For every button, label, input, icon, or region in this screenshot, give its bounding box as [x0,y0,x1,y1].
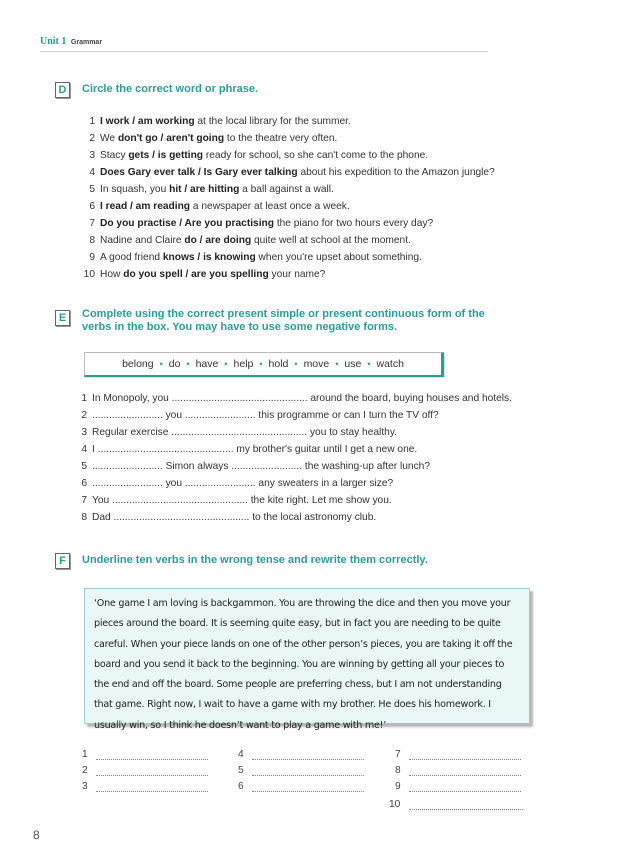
exercise-d-item[interactable]: 9 A good friend knows / is knowing when you're upset about something. [89,252,422,263]
gap-sentence[interactable]: I ................................................ my brother's guitar until I get a new one. [92,444,418,455]
page-number: 8 [33,828,40,842]
exercise-e-item[interactable]: 2 ......................... you ......................... this programme or can I turn the TV off? [81,410,439,421]
answer-line[interactable]: 5 [238,763,364,779]
word: belong [122,358,154,370]
answer-line[interactable]: 3 [82,779,208,795]
word: hold [268,358,289,370]
word: help [233,358,254,370]
section-label: Grammar [70,39,103,46]
bullet-icon: • [259,359,263,369]
exercise-d-letter: D [55,82,70,98]
exercise-e-item[interactable]: 1 In Monopoly, you ................................................ around the board, buying houses and hotels. [81,393,512,404]
bullet-icon: • [367,359,371,369]
exercise-d-item[interactable]: 1 I work / am working at the local library for the summer. [89,116,351,127]
answer-blank[interactable] [409,749,521,760]
gap-sentence[interactable]: ......................... you ......................... any sweaters in a larger size? [92,478,394,489]
gap-sentence[interactable]: ......................... you ......................... this programme or can I turn the TV off? [92,410,439,421]
gap-sentence[interactable]: You ................................................ the kite right. Let me show you. [92,495,392,506]
exercise-e-item[interactable]: 5 ......................... Simon always ......................... the washing-up after lunch? [81,461,431,472]
answer-blank[interactable] [409,765,521,776]
exercise-d-item[interactable]: 7 Do you practise / Are you practising the piano for two hours every day? [89,218,434,229]
bullet-icon: • [224,359,228,369]
exercise-d-item[interactable]: 2 We don't go / aren't going to the theatre very often. [89,133,338,144]
word: move [303,358,330,370]
choice-phrase[interactable]: do you spell / are you spelling [123,269,269,280]
choice-phrase[interactable]: Does Gary ever talk / Is Gary ever talking [100,167,298,178]
answer-blank[interactable] [252,765,364,776]
answer-blank[interactable] [252,749,364,760]
exercise-e-heading [55,308,485,334]
answer-line[interactable]: 9 [395,779,521,795]
answer-blank[interactable] [96,781,208,792]
exercise-d-list [78,113,495,283]
choice-phrase[interactable]: Do you practise / Are you practising [100,218,274,229]
exercise-e-item[interactable]: 6 ......................... you ......................... any sweaters in a larger size? [81,478,394,489]
exercise-d-instruction: Circle the correct word or phrase. [82,83,259,95]
answer-blank[interactable] [409,799,523,810]
exercise-d-item[interactable]: 6 I read / am reading a newspaper at least once a week. [89,201,350,212]
exercise-d-item[interactable]: 10 How do you spell / are you spelling your name? [83,269,326,280]
page-header [40,36,488,52]
word: do [168,358,181,370]
choice-phrase[interactable]: I work / am working [100,116,195,127]
bullet-icon: • [294,359,298,369]
exercise-e-instruction: Complete using the correct present simple or present continuous form of the verbs in the box. You may have to use some negative forms. [82,308,485,333]
gap-sentence[interactable]: In Monopoly, you ................................................ around the board, buying houses and hotels. [92,393,512,404]
answer-blank[interactable] [96,749,208,760]
gap-sentence[interactable]: ......................... Simon always ......................... the washing-up after lunch? [92,461,431,472]
exercise-e-item[interactable]: 4 I ................................................ my brother's guitar until I get a new one. [81,444,418,455]
exercise-d-item[interactable]: 5 In squash, you hit / are hitting a ball against a wall. [89,184,334,195]
exercise-f-letter: F [55,553,70,569]
choice-phrase[interactable]: I read / am reading [100,201,191,212]
choice-phrase[interactable]: gets / is getting [128,150,204,161]
bullet-icon: • [159,359,163,369]
answer-blank[interactable] [409,781,521,792]
choice-phrase[interactable]: knows / is knowing [162,252,256,263]
choice-phrase[interactable]: hit / are hitting [169,184,240,195]
reading-passage: ‘One game I am loving is backgammon. You are throwing the dice and then you move your pieces around the board. It is seeming quite easy, but in fact you are needing to be quite careful. When your piece lands on one of the other person’s pieces, you are taking it off the board and you send it back to the beginning. You are winning by getting all your pieces to the end and off the board. Some people are preferring chess, but I am not understanding that game. Right now, I wait to have a game with my brother. He does his homework. I usually win, so I think he doesn’t want to play a game with me!’ [84,588,530,724]
exercise-e-item[interactable]: 3 Regular exercise ................................................ you to stay healthy. [81,427,397,438]
bullet-icon: • [186,359,190,369]
gap-sentence[interactable]: Regular exercise ................................................ you to stay healthy. [92,427,397,438]
unit-label: Unit 1 [40,36,67,47]
answer-blank[interactable] [96,765,208,776]
answer-line[interactable]: 1 [82,747,208,763]
answer-line[interactable]: 8 [395,763,521,779]
word-box [84,352,444,377]
exercise-d-item[interactable]: 8 Nadine and Claire do / are doing quite well at school at the moment. [89,235,411,246]
word: watch [376,358,404,370]
answer-line[interactable]: 4 [238,747,364,763]
exercise-e-item[interactable]: 7 You ................................................ the kite right. Let me show you. [81,495,392,506]
answer-line[interactable]: 7 [395,747,521,763]
exercise-d-item[interactable]: 3 Stacy gets / is getting ready for school, so she can't come to the phone. [89,150,429,161]
word: use [344,358,362,370]
exercise-f-instruction: Underline ten verbs in the wrong tense and rewrite them correctly. [82,554,428,566]
exercise-f-heading [55,553,428,569]
answer-line[interactable]: 6 [238,779,364,795]
bullet-icon: • [335,359,339,369]
answer-line[interactable]: 2 [82,763,208,779]
answer-blank[interactable] [252,781,364,792]
choice-phrase[interactable]: do / are doing [184,235,252,246]
exercise-e-letter: E [55,310,70,326]
choice-phrase[interactable]: don't go / aren't going [117,133,225,144]
exercise-e-item[interactable]: 8 Dad ................................................ to the local astronomy club. [81,512,377,523]
exercise-d-heading [55,82,258,98]
exercise-d-item[interactable]: 4 Does Gary ever talk / Is Gary ever talking about his expedition to the Amazon jungle? [89,167,495,178]
answer-line[interactable]: 10 [389,797,523,813]
exercise-e-list [78,390,512,526]
gap-sentence[interactable]: Dad ................................................ to the local astronomy club. [92,512,377,523]
word: have [195,358,219,370]
